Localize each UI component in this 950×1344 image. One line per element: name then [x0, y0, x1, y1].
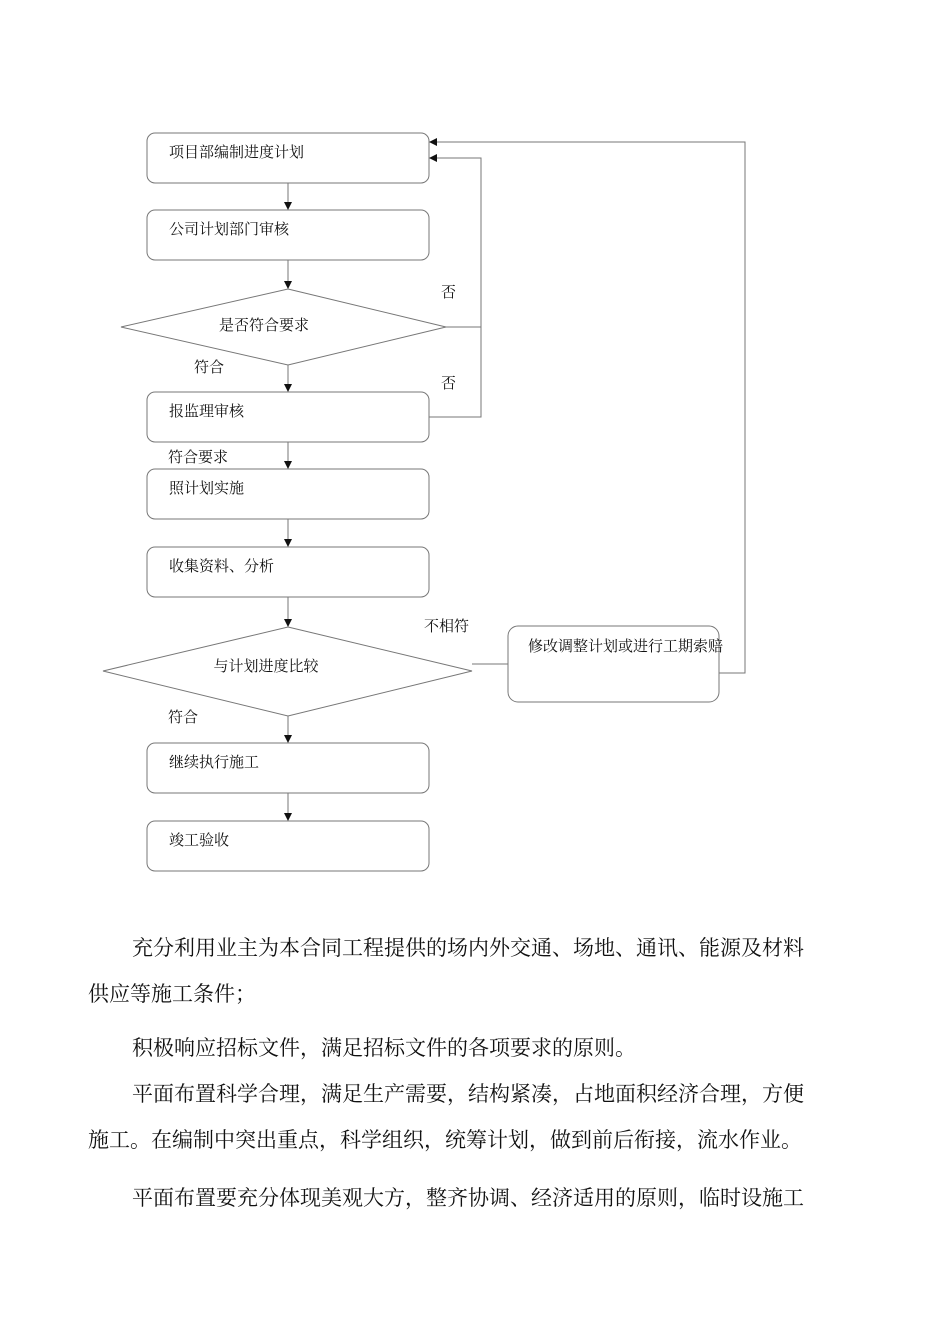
step-completion-acceptance-label: 竣工验收 [169, 831, 230, 849]
step-implement-label: 照计划实施 [169, 479, 245, 497]
decision-compare-progress [103, 627, 472, 716]
paragraph-2 [88, 1025, 878, 1071]
step-prepare-plan [147, 133, 429, 183]
step-supervisor-review [147, 392, 429, 442]
paragraph-4-line-1: 平面布置要充分体现美观大方，整齐协调、经济适用的原则，临时设施工 [132, 1186, 804, 1210]
step-implement [147, 469, 429, 519]
paragraph-3-line-1: 平面布置科学合理，满足生产需要，结构紧凑，占地面积经济合理，方便 [132, 1082, 804, 1106]
step-supervisor-review-label: 报监理审核 [169, 402, 245, 420]
step-revise-or-claim [508, 626, 723, 702]
step-revise-or-claim-label: 修改调整计划或进行工期索赔 [528, 637, 724, 655]
paragraph-2-line-1: 积极响应招标文件，满足招标文件的各项要求的原则。 [132, 1036, 636, 1060]
paragraph-3-line-2: 施工。在编制中突出重点，科学组织，统筹计划，做到前后衔接，流水作业。 [88, 1128, 802, 1152]
step-continue-construction [147, 743, 429, 793]
paragraph-1-line-2: 供应等施工条件； [88, 982, 256, 1006]
label-pass-2: 符合 [168, 708, 199, 726]
decision-compare-progress-label: 与计划进度比较 [213, 657, 319, 675]
paragraph-3 [88, 1071, 878, 1163]
step-continue-construction-label: 继续执行施工 [169, 753, 260, 771]
paragraph-1 [88, 925, 878, 1017]
label-pass-1: 符合 [194, 358, 225, 376]
paragraph-4 [88, 1175, 878, 1221]
decision-meets-requirements-label: 是否符合要求 [218, 316, 310, 334]
step-completion-acceptance [147, 821, 429, 871]
label-mismatch: 不相符 [424, 617, 470, 635]
step-company-review-label: 公司计划部门审核 [169, 220, 290, 238]
label-no-1: 否 [441, 283, 457, 301]
paragraph-1-line-1: 充分利用业主为本合同工程提供的场内外交通、场地、通讯、能源及材料 [132, 936, 804, 960]
decision-meets-requirements [121, 289, 446, 365]
step-company-review [147, 210, 429, 260]
label-no-2: 否 [441, 374, 457, 392]
step-prepare-plan-label: 项目部编制进度计划 [169, 143, 305, 161]
step-collect-analyze-label: 收集资料、分析 [169, 557, 275, 575]
step-collect-analyze [147, 547, 429, 597]
feedback-loop-outer [429, 138, 745, 673]
label-pass-requirements: 符合要求 [168, 448, 229, 466]
